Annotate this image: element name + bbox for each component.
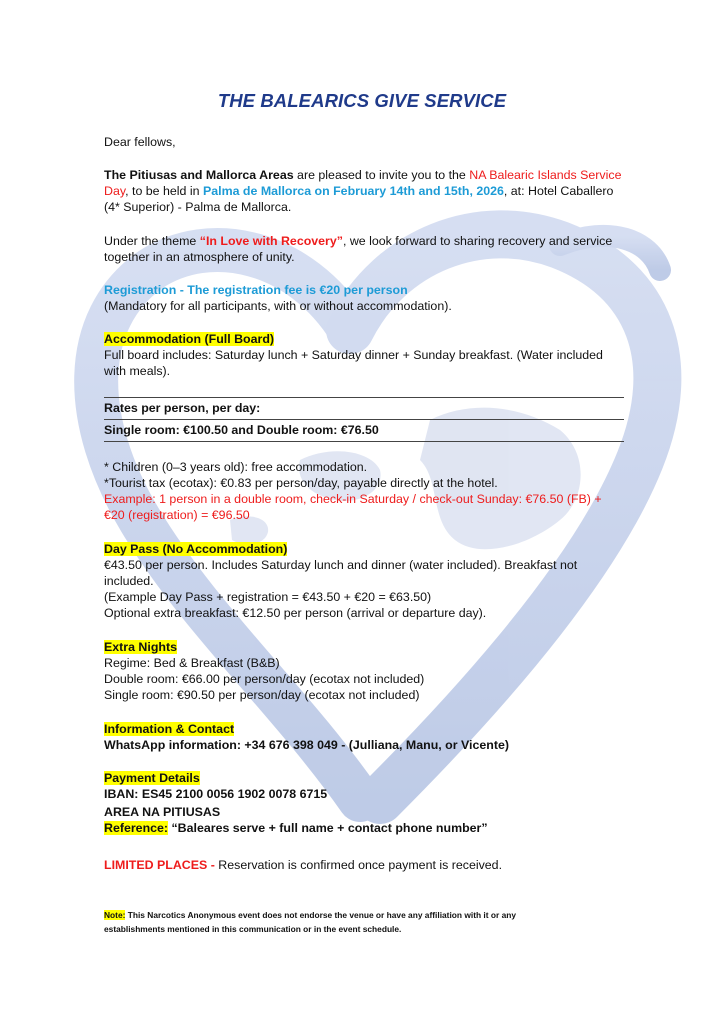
day-pass-section (104, 541, 624, 621)
children-note: * Children (0–3 years old): free accommodation. (104, 460, 368, 474)
intro-text-3: , at: Hotel Caballero (4* Superior) - Palma de Mallorca. (104, 184, 614, 214)
disclaimer-label: Note: (104, 910, 126, 920)
theme-text-1: Under the theme (104, 234, 200, 248)
extra-nights-section (104, 639, 624, 703)
extra-nights-heading: Extra Nights (104, 640, 177, 654)
reference-line (104, 820, 624, 836)
theme-text-2: , we look forward to sharing recovery and service together in an atmosphere of unity. (104, 234, 613, 264)
extra-nights-line-3: Single room: €90.50 per person/day (ecotax not included) (104, 688, 420, 702)
tourist-tax-note: *Tourist tax (ecotax): €0.83 per person/day, payable directly at the hotel. (104, 476, 498, 490)
disclaimer-text: This Narcotics Anonymous event does not endorse the venue or have any affiliation with it or any establishments mentioned in this communication or in the event schedule. (104, 910, 517, 934)
extra-nights-line-2: Double room: €66.00 per person/day (ecotax not included) (104, 672, 425, 686)
registration-note: (Mandatory for all participants, with or without accommodation). (104, 299, 452, 313)
intro-org: The Pitiusas and Mallorca Areas (104, 168, 294, 182)
payment-heading: Payment Details (104, 771, 200, 785)
limited-label: LIMITED PLACES - (104, 858, 219, 872)
reference-label: Reference: (104, 821, 169, 835)
contact-section (104, 721, 624, 753)
rates-table (104, 397, 624, 442)
rates-value: Single room: €100.50 and Double room: €76.50 (104, 419, 624, 442)
payment-section (104, 770, 624, 836)
day-pass-line-1: €43.50 per person. Includes Saturday lunch and dinner (water included). Breakfast not included. (104, 558, 578, 588)
registration-heading: Registration - The registration fee is €20 per person (104, 283, 408, 297)
intro-text-2: , to be held in (125, 184, 203, 198)
registration-section (104, 282, 624, 314)
intro-place-date: Palma de Mallorca on February 14th and 15th, 2026 (202, 184, 504, 198)
day-pass-line-2: (Example Day Pass + registration = €43.50 + €20 = €63.50) (104, 590, 432, 604)
day-pass-heading: Day Pass (No Accommodation) (104, 542, 288, 556)
rates-header: Rates per person, per day: (104, 397, 624, 419)
accommodation-text: Full board includes: Saturday lunch + Saturday dinner + Sunday breakfast. (Water included with meals). (104, 348, 603, 378)
theme-paragraph (104, 233, 624, 265)
contact-heading: Information & Contact (104, 722, 235, 736)
theme-name: “In Love with Recovery” (199, 234, 343, 248)
limited-places (104, 857, 624, 873)
greeting: Dear fellows, (104, 135, 176, 149)
extra-nights-line-1: Regime: Bed & Breakfast (B&B) (104, 656, 280, 670)
accommodation-notes (104, 459, 624, 523)
accommodation-heading: Accommodation (Full Board) (104, 332, 275, 346)
disclaimer (104, 908, 574, 936)
limited-text: Reservation is confirmed once payment is received. (218, 858, 503, 872)
page-title: THE BALEARICS GIVE SERVICE (217, 90, 507, 111)
whatsapp-line: WhatsApp information: +34 676 398 049 - (Julliana, Manu, or Vicente) (104, 738, 509, 752)
reference-value: “Baleares serve + full name + contact phone number” (168, 821, 488, 835)
accommodation-example: Example: 1 person in a double room, check-in Saturday / check-out Sunday: €76.50 (FB) + €20 (registration) = €96.50 (104, 492, 602, 522)
intro-event: NA Balearic Islands Service Day (104, 168, 622, 198)
iban-line: IBAN: ES45 2100 0056 1902 0078 6715 (104, 787, 328, 801)
accommodation-section (104, 331, 624, 379)
intro-paragraph (104, 167, 624, 215)
intro-text-1: are pleased to invite you to the (293, 168, 470, 182)
day-pass-line-3: Optional extra breakfast: €12.50 per person (arrival or departure day). (104, 606, 487, 620)
area-line: AREA NA PITIUSAS (104, 805, 221, 819)
